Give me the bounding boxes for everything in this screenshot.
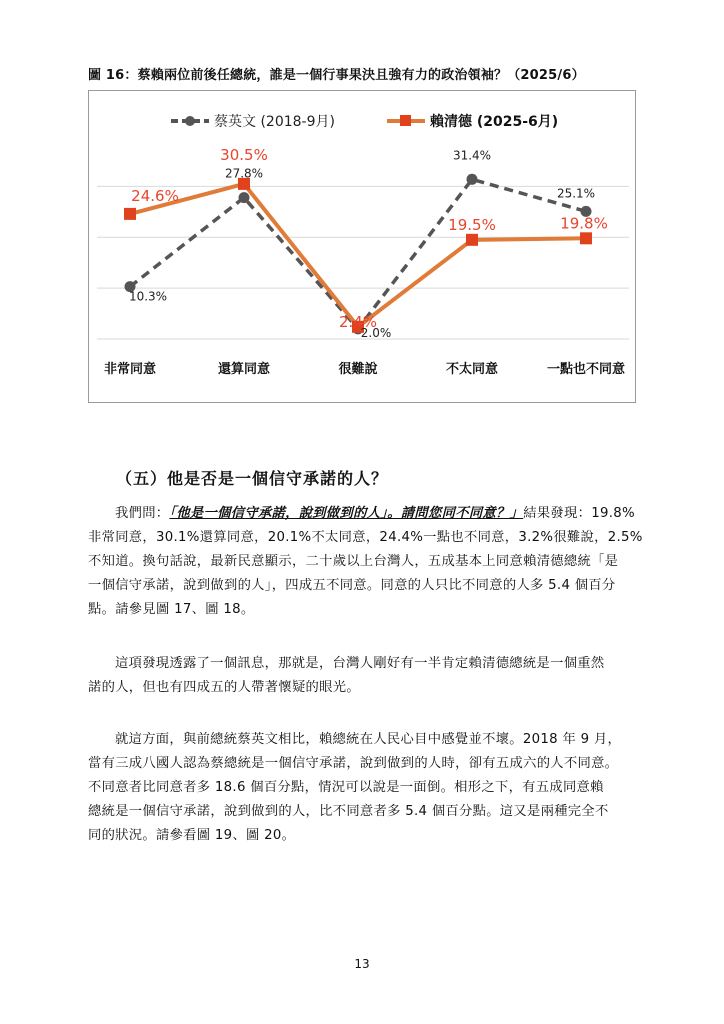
data-label-tsai: 2.0% (360, 325, 392, 340)
paragraph-line: 點。請參見圖 17、圖 18。 (88, 602, 255, 617)
question-lead: 我們問： (115, 506, 170, 521)
paragraph-line: 就這方面，與前總統蔡英文相比，賴總統在人民心目中感覺並不壞。2018 年 9 月， (115, 732, 622, 747)
x-tick-label: 一點也不同意 (546, 362, 626, 377)
series-line-tsai (130, 179, 586, 329)
data-label-lai: 24.6% (131, 186, 179, 205)
data-point-tsai (467, 174, 478, 185)
figure-title: 圖 16：蔡賴兩位前後任總統，誰是一個行事果決且強有力的政治領袖？（2025/6） (88, 68, 585, 83)
x-tick-label: 非常同意 (103, 362, 157, 377)
data-point-tsai (239, 192, 250, 203)
x-tick-label: 很難說 (338, 362, 378, 377)
result-lead: 結果發現：19.8% (523, 506, 635, 521)
data-label-tsai: 25.1% (556, 186, 596, 201)
data-label-tsai: 27.8% (224, 166, 264, 181)
data-label-tsai: 10.3% (128, 289, 168, 304)
legend-label-tsai: 蔡英文 (2018-9月) (214, 114, 335, 130)
data-label-lai: 30.5% (220, 145, 268, 164)
question-quote: 「他是一個信守承諾，說到做到的人」。請問您同不同意？」 (169, 506, 524, 521)
paragraph-line (88, 502, 636, 526)
paragraph-line: 一個信守承諾，說到做到的人」，四成五不同意。同意的人只比不同意的人多 5.4 個百分 (88, 578, 616, 593)
line-chart (88, 90, 636, 403)
paragraph-line: 總統是一個信守承諾，說到做到的人，比不同意者多 5.4 個百分點。這又是兩種完全不 (88, 804, 609, 819)
paragraph-line: 不知道。換句話說，最新民意顯示，二十歲以上台灣人，五成基本上同意賴清德總統「是 (88, 554, 619, 569)
paragraph-line: 非常同意，30.1%還算同意，20.1%不太同意，24.4%一點也不同意，3.2%很難說，2.5% (88, 530, 643, 545)
data-point-lai (580, 232, 592, 244)
legend-marker-lai (400, 115, 411, 126)
legend-label-lai: 賴清德 (2025-6月) (430, 114, 559, 130)
paragraph-line: 諾的人，但也有四成五的人帶著懷疑的眼光。 (88, 680, 360, 695)
paragraph-line: 不同意者比同意者多 18.6 個百分點，情況可以說是一面倒。相形之下，有五成同意賴 (88, 780, 604, 795)
paragraph-line: 這項發現透露了一個訊息，那就是，台灣人剛好有一半肯定賴清德總統是一個重然 (115, 656, 605, 671)
series-line-lai (130, 184, 586, 327)
x-tick-label: 不太同意 (445, 362, 499, 377)
page-number: 13 (354, 957, 370, 971)
paragraph-survey-result (88, 502, 643, 622)
data-label-lai: 19.5% (448, 215, 496, 234)
paragraph-comparison (88, 728, 636, 848)
legend-marker-tsai (185, 116, 195, 126)
chart-canvas (89, 91, 635, 402)
data-label-lai: 2.4% (338, 312, 378, 331)
section-heading: （五）他是否是一個信守承諾的人？ (116, 469, 389, 488)
paragraph-line: 當有三成八國人認為蔡總統是一個信守承諾，說到做到的人時，卻有五成六的人不同意。 (88, 756, 619, 771)
data-label-lai: 19.8% (560, 214, 608, 233)
paragraph-line: 同的狀況。請參看圖 19、圖 20。 (88, 828, 296, 843)
paragraph-interpretation (88, 652, 636, 700)
data-label-tsai: 31.4% (452, 148, 492, 163)
data-point-lai (124, 208, 136, 220)
x-tick-label: 還算同意 (217, 362, 271, 377)
data-point-lai (466, 234, 478, 246)
